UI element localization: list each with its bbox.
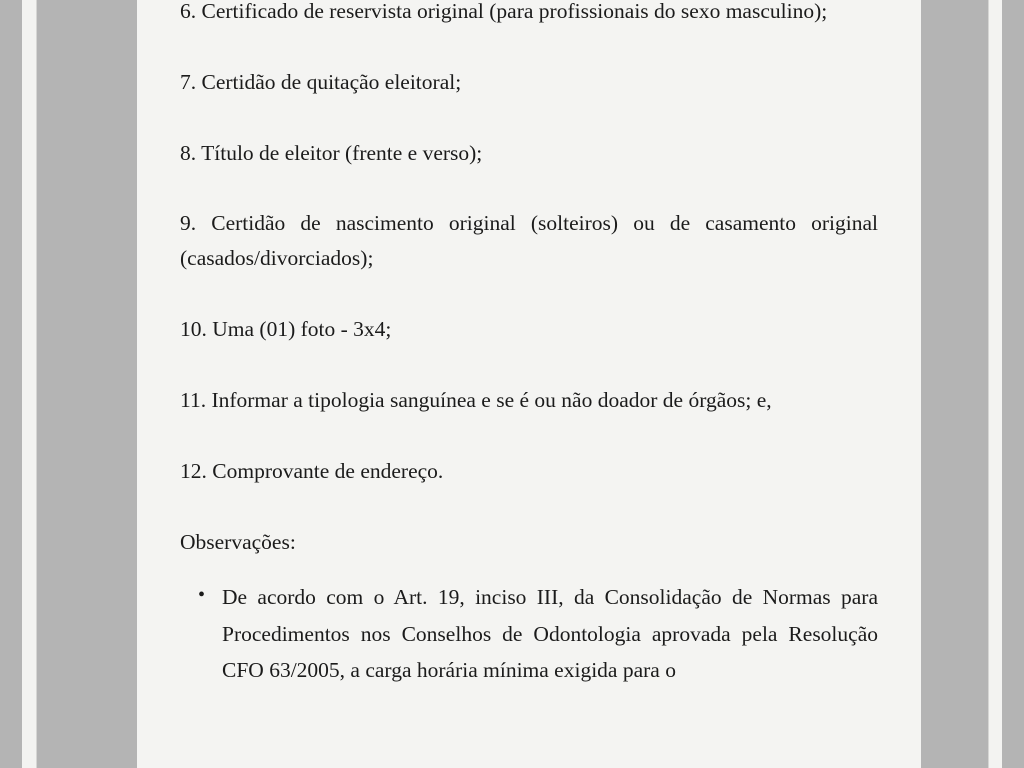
list-item: 9. Certidão de nascimento original (solteiros) ou de casamento original (casados/divorciados); xyxy=(180,211,878,271)
list-item: 7. Certidão de quitação eleitoral; xyxy=(180,69,462,94)
document-page xyxy=(137,0,921,768)
list-item: • De acordo com o Art. 19, inciso III, da Consolidação de Normas para Procedimentos nos Conselhos de Odontologia aprovada pela Resolução CFO 63/2005, a carga horária mínima exigida para o xyxy=(222,579,878,687)
document-content xyxy=(180,0,878,688)
list-item: 12. Comprovante de endereço. xyxy=(180,458,444,483)
background-gutter-left xyxy=(0,0,22,768)
list-item: 10. Uma (01) foto - 3x4; xyxy=(180,317,392,342)
background-gutter-middle xyxy=(37,0,137,768)
list-item: 8. Título de eleitor (frente e verso); xyxy=(180,140,483,165)
observations-heading: Observações: xyxy=(180,529,296,554)
adjacent-page-left xyxy=(22,0,37,768)
background-gutter-right xyxy=(1002,0,1024,768)
list-item: 6. Certificado de reservista original (para profissionais do sexo masculino); xyxy=(180,0,828,23)
adjacent-page-right xyxy=(988,0,1003,768)
notes-list xyxy=(180,579,878,687)
list-item: 11. Informar a tipologia sanguínea e se é ou não doador de órgãos; e, xyxy=(180,387,772,412)
